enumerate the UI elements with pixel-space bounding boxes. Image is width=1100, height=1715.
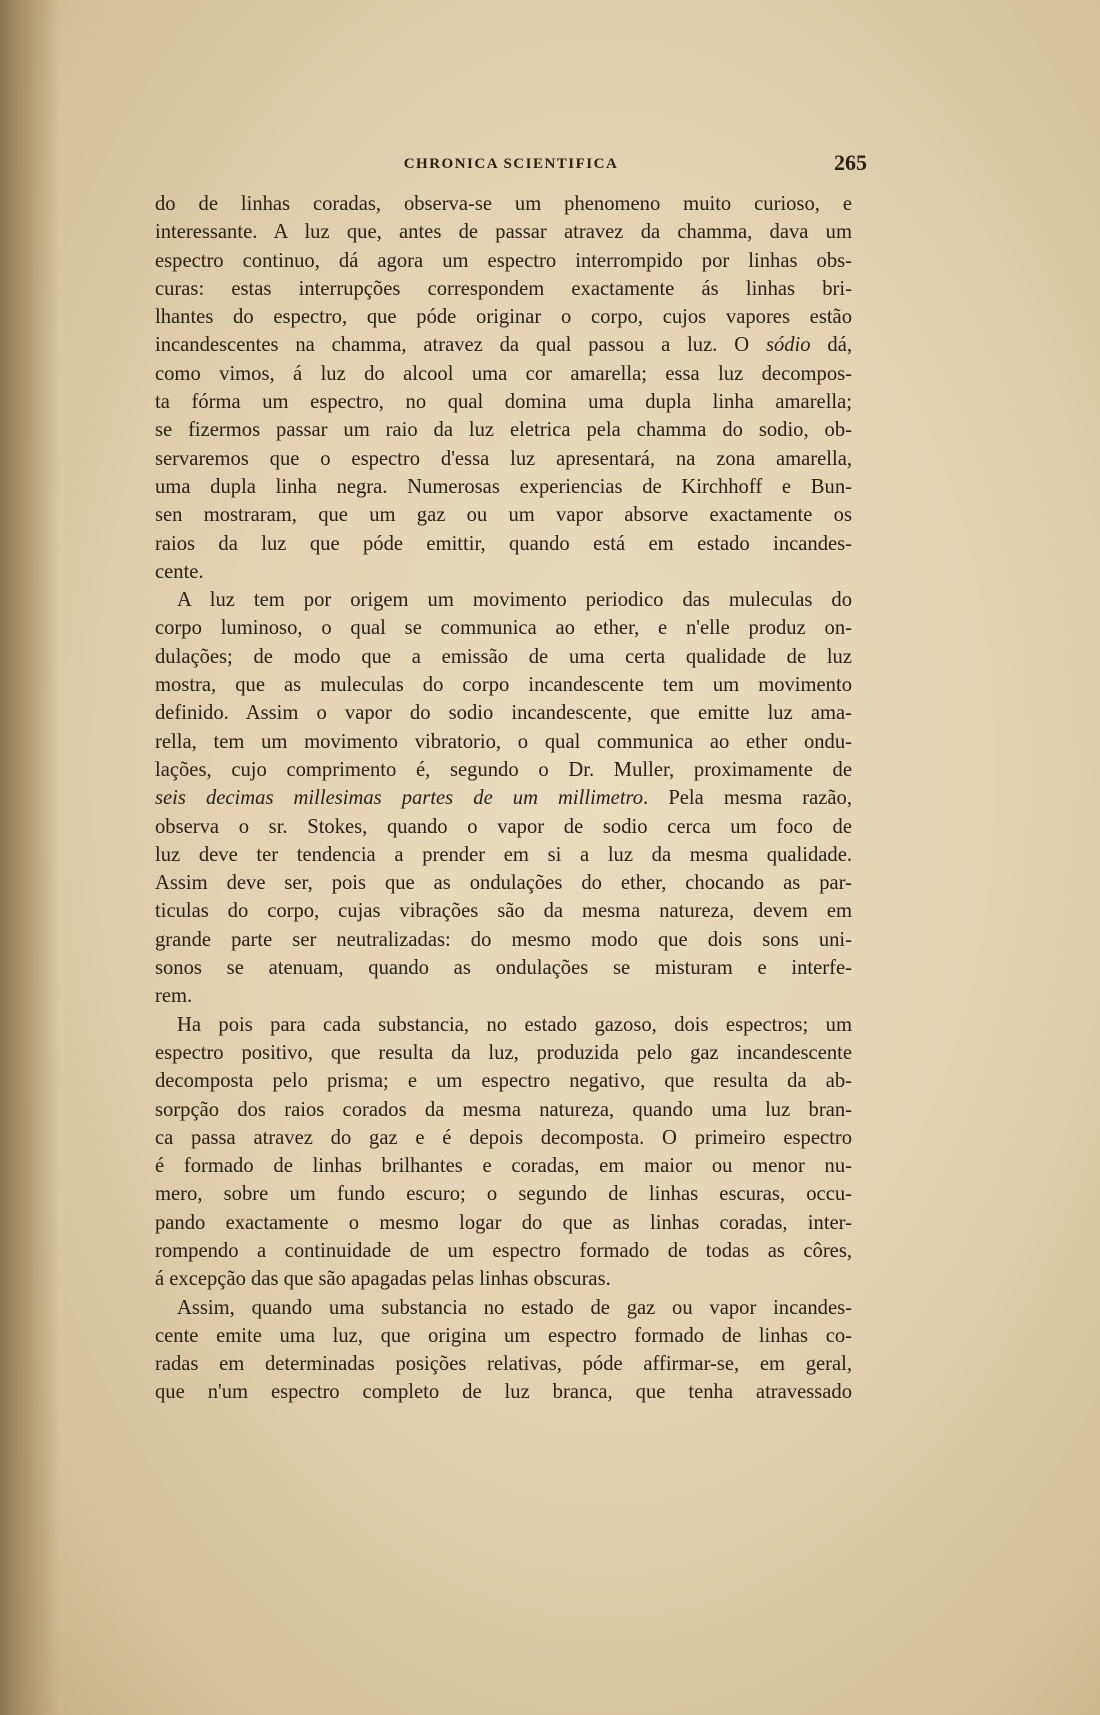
text-line: decomposta pelo prisma; e um espectro negativo, que resulta da ab- (155, 1070, 852, 1093)
text-line: á excepção das que são apagadas pelas linhas obscuras. (155, 1268, 611, 1291)
text-line: Assim, quando uma substancia no estado de gaz ou vapor incandes- (177, 1296, 852, 1319)
text-line: luz deve ter tendencia a prender em si a luz da mesma qualidade. (155, 843, 852, 866)
text-line: como vimos, á luz do alcool uma cor amarella; essa luz decompos- (155, 362, 852, 385)
text-line: rompendo a continuidade de um espectro formado de todas as côres, (155, 1239, 852, 1262)
text-line-italic: seis decimas millesimas partes de um millimetro. Pela mesma razão, (155, 787, 852, 810)
text-line: sen mostraram, que um gaz ou um vapor absorve exactamente os (155, 504, 852, 527)
text-line: Assim deve ser, pois que as ondulações do ether, chocando as par- (155, 872, 852, 895)
page-number: 265 (834, 150, 867, 175)
text-line: ca passa atravez do gaz e é depois decomposta. O primeiro espectro (155, 1126, 852, 1149)
text-line: espectro positivo, que resulta da luz, produzida pelo gaz incandescente (155, 1041, 852, 1064)
text-line: definido. Assim o vapor do sodio incandescente, que emitte luz ama- (155, 702, 852, 725)
text-line: se fizermos passar um raio da luz eletrica pela chamma do sodio, ob- (155, 419, 852, 442)
text-line: mostra, que as muleculas do corpo incandescente tem um movimento (155, 674, 852, 697)
paragraph-2 (155, 586, 852, 1010)
paragraph-1 (155, 190, 852, 586)
text-line: cente. (155, 560, 204, 583)
text-line: dulações; de modo que a emissão de uma certa qualidade de luz (155, 645, 852, 668)
text-line: observa o sr. Stokes, quando o vapor de sodio cerca um foco de (155, 815, 852, 838)
text-line: Ha pois para cada substancia, no estado gazoso, dois espectros; um (177, 1013, 852, 1036)
text-line: curas: estas interrupções correspondem exactamente ás linhas bri- (155, 277, 852, 300)
text-line: sonos se atenuam, quando as ondulações se misturam e interfe- (155, 957, 852, 980)
text-line: grande parte ser neutralizadas: do mesmo modo que dois sons uni- (155, 928, 852, 951)
text-line: uma dupla linha negra. Numerosas experiencias de Kirchhoff e Bun- (155, 475, 852, 498)
text-line: cente emite uma luz, que origina um espectro formado de linhas co- (155, 1324, 852, 1347)
body-text (155, 190, 852, 1407)
text-line: radas em determinadas posições relativas, póde affirmar-se, em geral, (155, 1353, 852, 1376)
text-line: mero, sobre um fundo escuro; o segundo de linhas escuras, occu- (155, 1183, 852, 1206)
text-line: interessante. A luz que, antes de passar atravez da chamma, dava um (155, 221, 852, 244)
text-line: espectro continuo, dá agora um espectro interrompido por linhas obs- (155, 249, 852, 272)
text-line: lhantes do espectro, que póde originar o corpo, cujos vapores estão (155, 306, 852, 329)
text-line: ta fórma um espectro, no qual domina uma dupla linha amarella; (155, 391, 852, 414)
running-head (155, 150, 867, 180)
text-line: ticulas do corpo, cujas vibrações são da mesma natureza, devem em (155, 900, 852, 923)
paragraph-3 (155, 1011, 852, 1294)
text-line: rella, tem um movimento vibratorio, o qual communica ao ether ondu- (155, 730, 852, 753)
text-line: raios da luz que póde emittir, quando está em estado incandes- (155, 532, 852, 555)
text-line: que n'um espectro completo de luz branca, que tenha atravessado (155, 1381, 852, 1404)
binding-shadow (0, 0, 60, 1715)
text-line: sorpção dos raios corados da mesma natureza, quando uma luz bran- (155, 1098, 852, 1121)
text-line: rem. (155, 985, 193, 1008)
text-line: A luz tem por origem um movimento periodico das muleculas do (177, 589, 852, 612)
text-line: servaremos que o espectro d'essa luz apresentará, na zona amarella, (155, 447, 852, 470)
text-line: é formado de linhas brilhantes e coradas, em maior ou menor nu- (155, 1155, 852, 1178)
paragraph-4 (155, 1294, 852, 1407)
text-line: incandescentes na chamma, atravez da qual passou a luz. O sódio dá, (155, 334, 853, 357)
text-line: pando exactamente o mesmo logar do que as linhas coradas, inter- (155, 1211, 852, 1234)
running-title: CHRONICA SCIENTIFICA (403, 156, 619, 172)
text-line: do de linhas coradas, observa-se um phenomeno muito curioso, e (155, 193, 852, 215)
text-line: corpo luminoso, o qual se communica ao ether, e n'elle produz on- (155, 617, 852, 640)
text-line: lações, cujo comprimento é, segundo o Dr. Muller, proximamente de (155, 758, 852, 781)
